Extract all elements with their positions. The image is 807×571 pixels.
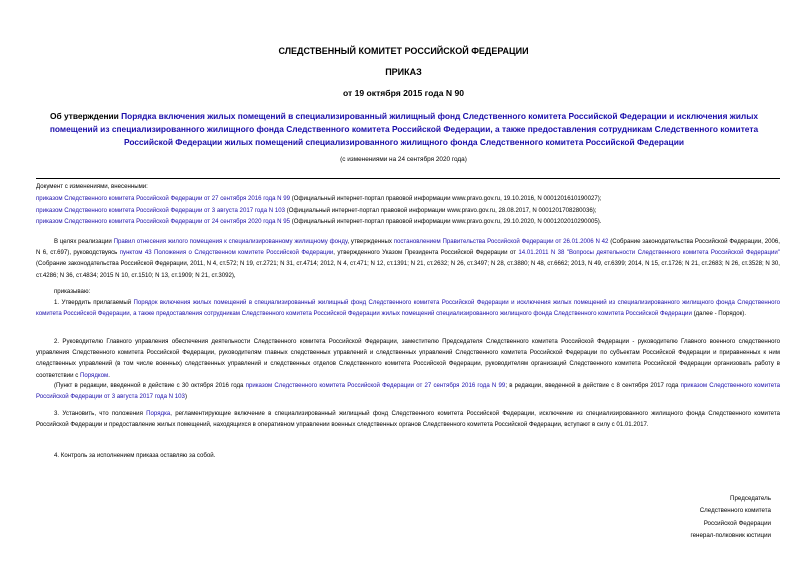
signature-block: [690, 493, 771, 543]
changes-block: [36, 181, 780, 228]
paragraph-4: 4. Контроль за исполнением приказа оставляю за собой.: [54, 452, 216, 459]
preamble-text: (Собрание законодательства Российской Федерации, 2011, N 4, ст.572; N 19, ст.2721; N 31, ст.4714; 2012, N 4, ст.471; N 12, ст.1391; N 21, ст.2632; N 26, ст.3497; N 28, ст.3880; N 48, ст.6662; 2013, N 49, ст.6399; 2014, N 15, ст.1726; N 21, ст.2683; N 26, ст.3528; N 30, ст.4286; N 36, ст.4834; 2015 N 10, ст.1510; N 13, ст.1909; N 21, ст.3092),: [36, 260, 780, 279]
preamble-text: , утвержденных: [347, 238, 394, 245]
change-rest: (Официальный интернет-портал правовой информации www.pravo.gov.ru, 29.10.2020, N 0001202010290005).: [290, 218, 602, 226]
signature-line: Российской Федерации: [703, 519, 771, 527]
change-item: [36, 193, 780, 205]
decree-link[interactable]: 14.01.2011 N 38 "Вопросы деятельности Следственного комитета Российской Федерации": [518, 249, 780, 257]
change-rest: (Официальный интернет-портал правовой информации www.pravo.gov.ru, 19.10.2016, N 0001201610190027);: [290, 194, 602, 202]
resolution-link[interactable]: постановлением Правительства Российской Федерации от 26.01.2006 N 42: [393, 238, 609, 245]
revision-note: (с изменениями на 24 сентября 2020 года): [340, 156, 467, 163]
org-heading: СЛЕДСТВЕННЫЙ КОМИТЕТ РОССИЙСКОЙ ФЕДЕРАЦИИ: [278, 46, 529, 56]
changes-divider: [36, 178, 780, 179]
preamble-text: (Собрание законодательства Российской Федерации, 2006, N 6, ст.697), руководствуясь: [36, 238, 780, 257]
paragraph-3: [36, 408, 780, 430]
date-number-heading: от 19 октября 2015 года N 90: [342, 88, 465, 98]
p2-text: .: [108, 371, 110, 379]
paragraph-2-note: [36, 380, 780, 402]
preamble-paragraph: [36, 236, 780, 281]
p1-text: 1. Утвердить прилагаемый: [54, 299, 134, 306]
order-103-link[interactable]: приказом Следственного комитета Российской Федерации от 3 августа 2017 года N 103: [36, 382, 780, 401]
procedure-link[interactable]: Порядка: [146, 410, 171, 417]
change-rest: (Официальный интернет-портал правовой информации www.pravo.gov.ru, 28.08.2017, N 0001201708280036);: [285, 206, 597, 214]
change-link[interactable]: приказом Следственного комитета Российской Федерации от 24 сентября 2020 года N 95: [36, 218, 291, 226]
rules-link[interactable]: Правил отнесения жилого помещения к специализированному жилищному фонду: [113, 238, 348, 245]
p2-text: 2. Руководителю Главного управления обеспечения деятельности Следственного комитета Российской Федерации, заместителю Председателя Следственного комитета Российской Федерации - руководителю Главного военного следственного управления Следственного комитета Российской Федерации, руководителям главных следственных управлений и следственных управлений Следственного комитета Российской Федерации по субъектам Российской Федерации и приравненных к ним следственных управлений (в том числе военных) следственных управлений и следственных отделов Следственного комитета Российской Федерации, руководителям организаций Следственного комитета Российской Федерации организовать работу в соответствии с: [36, 338, 780, 379]
paragraph-1: [36, 297, 780, 319]
procedure-link[interactable]: Порядок включения жилых помещений в специализированный жилищный фонд Следственного комитета Российской Федерации и исключения жилых помещений из специализированного жилищного фонда Следственного комитета Российской Федерации, а также предоставления сотрудникам Следственного комитета Российской Федерации жилых помещений специализированного жилищного фонда Следственного комитета Российской Федерации: [36, 299, 780, 318]
signature-line: Председатель: [730, 495, 771, 502]
document-title: [28, 110, 780, 149]
p3-text: 3. Установить, что положения: [54, 410, 147, 417]
paragraph-2: [36, 336, 780, 381]
signature-line: Следственного комитета: [699, 507, 771, 515]
order-word: приказываю:: [54, 288, 91, 295]
title-link[interactable]: Порядка включения жилых помещений в специализированный жилищный фонд Следственного комитета Российской Федерации и исключения жилых помещений из специализированного жилищного фонда Следственного комитета Российской Федерации, а также предоставления сотрудникам Следственного комитета Российской Федерации жилых помещений специализированного жилищного фонда Следственного комитета Российской Федерации: [49, 111, 759, 147]
note-text: (Пункт в редакции, введенной в действие с 30 октября 2016 года: [54, 382, 246, 389]
regulation-link[interactable]: пунктом 43 Положения о Следственном комитете Российской Федерации: [119, 249, 334, 257]
order-99-link[interactable]: приказом Следственного комитета Российской Федерации от 27 сентября 2016 года N 99: [245, 382, 506, 389]
change-link[interactable]: приказом Следственного комитета Российской Федерации от 27 сентября 2016 года N 99: [36, 194, 291, 202]
doc-type-heading: ПРИКАЗ: [385, 67, 422, 77]
change-item: [36, 205, 780, 217]
change-item: [36, 216, 780, 228]
note-text: ): [184, 393, 187, 401]
changes-heading: Документ с изменениями, внесенными:: [36, 183, 148, 190]
procedure-link[interactable]: Порядком: [79, 371, 109, 379]
p3-text: , регламентирующие включение в специализированный жилищный фонд Следственного комитета Российской Федерации, исключение из специализированного жилищного фонда Следственного комитета Российской Федерации и предоставление жилых помещений, находящихся в оперативном управлении военных следственных органов Следственного комитета Российской Федерации, вступают в силу с 01.01.2017.: [36, 410, 780, 429]
preamble-text: В целях реализации: [54, 238, 114, 245]
signature-line: генерал-полковник юстиции: [690, 532, 771, 540]
preamble-text: , утвержденного Указом Президента Российской Федерации от: [333, 249, 519, 257]
p1-text: (далее - Порядок).: [691, 310, 747, 318]
change-link[interactable]: приказом Следственного комитета Российской Федерации от 3 августа 2017 года N 103: [36, 206, 286, 214]
title-prefix: Об утверждении: [49, 111, 122, 121]
note-text: ; в редакции, введенной в действие с 8 сентября 2017 года: [505, 382, 681, 389]
